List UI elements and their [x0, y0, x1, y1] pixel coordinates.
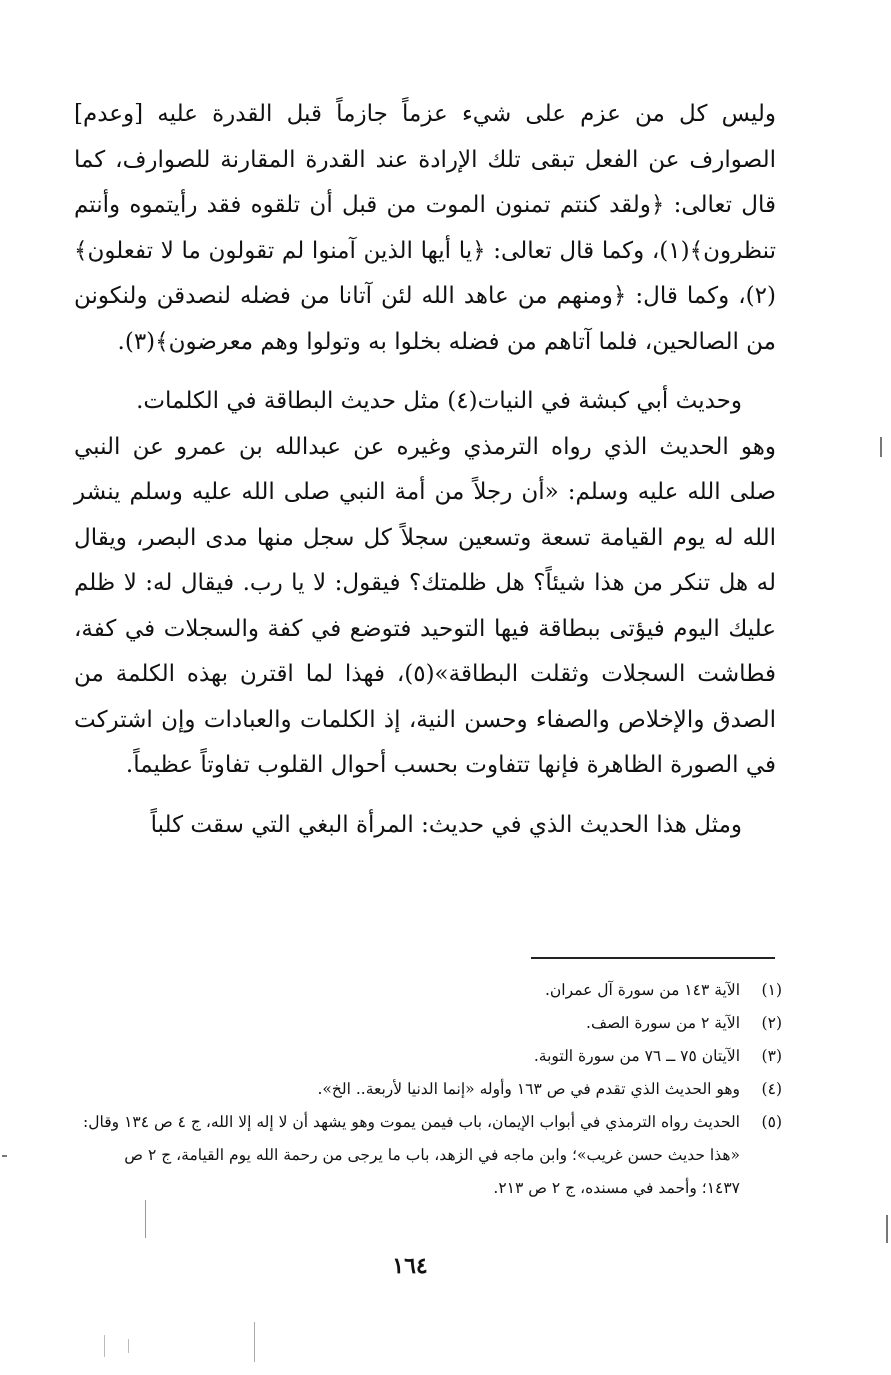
scan-artifact: [886, 1215, 888, 1243]
paragraph: وحديث أبي كبشة في النيات(٤) مثل حديث البطاقة في الكلمات.: [136, 388, 742, 414]
page-number: ١٦٤: [392, 1253, 428, 1279]
scan-artifact: [880, 437, 882, 457]
paragraph: وليس كل من عزم على شيء عزماً جازماً قبل القدرة عليه [وعدم] الصوارف عن الفعل تبقى تلك الإرادة عند القدرة المقارنة للصوارف، كما قال تعالى: ﴿ولقد كنتم تمنون الموت من قبل أن تلقوه فقد رأيتموه وأنتم تنظرون﴾(١)، وكما قال تعالى: ﴿يا أيها الذين آمنوا لم تقولون ما لا تفعلون﴾(٢)، وكما قال: ﴿ومنهم من عاهد الله لئن آتانا من فضله لنصدقن ولنكونن من الصالحين، فلما آتاهم من فضله بخلوا به وتولوا وهم معرضون﴾(٣).: [74, 101, 776, 355]
footnote-number: (٥): [761, 1113, 782, 1131]
scan-artifact: [254, 1322, 255, 1362]
paragraph: ومثل هذا الحديث الذي في حديث: المرأة البغي التي سقت كلباً: [150, 811, 742, 838]
footnote-number: (٤): [761, 1080, 782, 1098]
main-text-block: [74, 92, 776, 848]
footnote-number: (١): [761, 981, 782, 999]
paragraph: وهو الحديث الذي رواه الترمذي وغيره عن عبدالله بن عمرو عن النبي صلى الله عليه وسلم: «أن رجلاً من أمة النبي صلى الله عليه وسلم ينشر الله له يوم القيامة تسعة وتسعين سجلاً كل سجل منها مدى البصر، ويقال له هل تنكر من هذا شيئاً؟ هل ظلمتك؟ فيقول: لا يا رب. فيقال له: لا ظلم عليك اليوم فيؤتى ببطاقة فيها التوحيد فتوضع في كفة والسجلات في كفة، فطاشت السجلات وثقلت البطاقة»(٥)، فهذا لما اقترن بهذه الكلمة من الصدق والإخلاص والصفاء وحسن النية، إذ الكلمات والعبادات وإن اشتركت في الصورة الظاهرة فإنها تتفاوت بحسب أحوال القلوب تفاوتاً عظيماً.: [74, 433, 776, 778]
footnotes: [82, 974, 782, 1205]
footnote: [82, 1106, 782, 1205]
scan-artifact: [145, 1200, 146, 1238]
footnote: [82, 974, 782, 1007]
footnote-number: (٣): [761, 1047, 782, 1065]
scan-artifact: [128, 1339, 129, 1353]
scan-artifact: [2, 1155, 7, 1157]
footnote-text: الآية ١٤٣ من سورة آل عمران.: [544, 981, 740, 999]
footnote-text: الآية ٢ من سورة الصف.: [586, 1014, 740, 1032]
footnote: [82, 1040, 782, 1073]
footnote-number: (٢): [761, 1014, 782, 1032]
footnote-text: وهو الحديث الذي تقدم في ص ١٦٣ وأوله «إنما الدنيا لأربعة.. الخ».: [317, 1080, 740, 1098]
footnote: [82, 1073, 782, 1106]
footnote-separator: [531, 957, 775, 959]
footnote-text: الآيتان ٧٥ ــ ٧٦ من سورة التوبة.: [533, 1047, 740, 1065]
footnote-text: الحديث رواه الترمذي في أبواب الإيمان، باب فيمن يموت وهو يشهد أن لا إله إلا الله، ج ٤ ص ١٣٤ وقال: «هذا حديث حسن غريب»؛ وابن ماجه في الزهد، باب ما يرجى من رحمة الله يوم القيامة، ج ٢ ص ١٤٣٧؛ وأحمد في مسنده، ج ٢ ص ٢١٣.: [83, 1113, 740, 1197]
scan-artifact: [104, 1335, 105, 1357]
footnote: [82, 1007, 782, 1040]
